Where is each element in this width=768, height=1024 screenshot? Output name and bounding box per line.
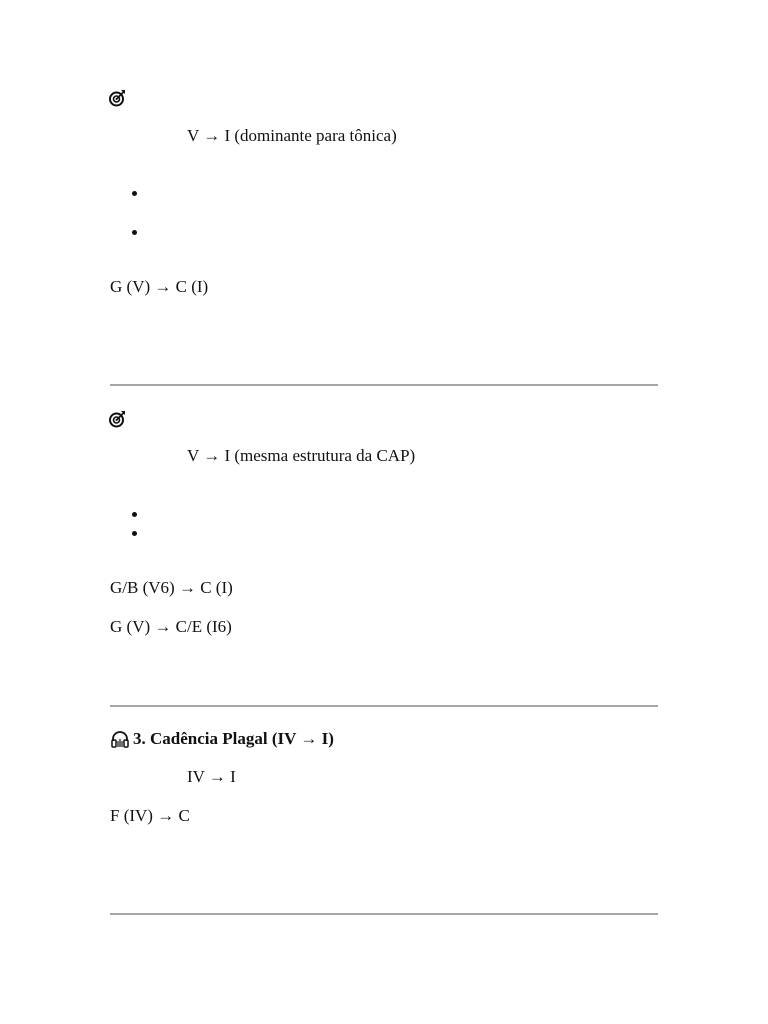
section-divider — [110, 705, 658, 707]
list-bullet — [132, 531, 137, 536]
list-bullet — [132, 512, 137, 517]
cadence-formula: IV → I — [187, 767, 236, 786]
target-icon — [108, 88, 128, 108]
section-title: 3. Cadência Plagal (IV → I) — [133, 729, 334, 748]
list-bullet — [132, 230, 137, 235]
cadence-example: G (V) → C (I) — [110, 277, 209, 296]
cadence-formula: V → I (dominante para tônica) — [187, 126, 397, 145]
list-bullet — [132, 191, 137, 196]
headphones-icon — [110, 729, 130, 749]
cadence-example: G (V) → C/E (I6) — [110, 617, 232, 636]
cadence-example: F (IV) → C — [110, 806, 190, 825]
section-divider — [110, 913, 658, 915]
cadence-formula: V → I (mesma estrutura da CAP) — [187, 446, 416, 465]
section-heading — [110, 729, 334, 749]
section-divider — [110, 384, 658, 386]
cadence-example: G/B (V6) → C (I) — [110, 578, 233, 597]
target-icon — [108, 409, 128, 429]
